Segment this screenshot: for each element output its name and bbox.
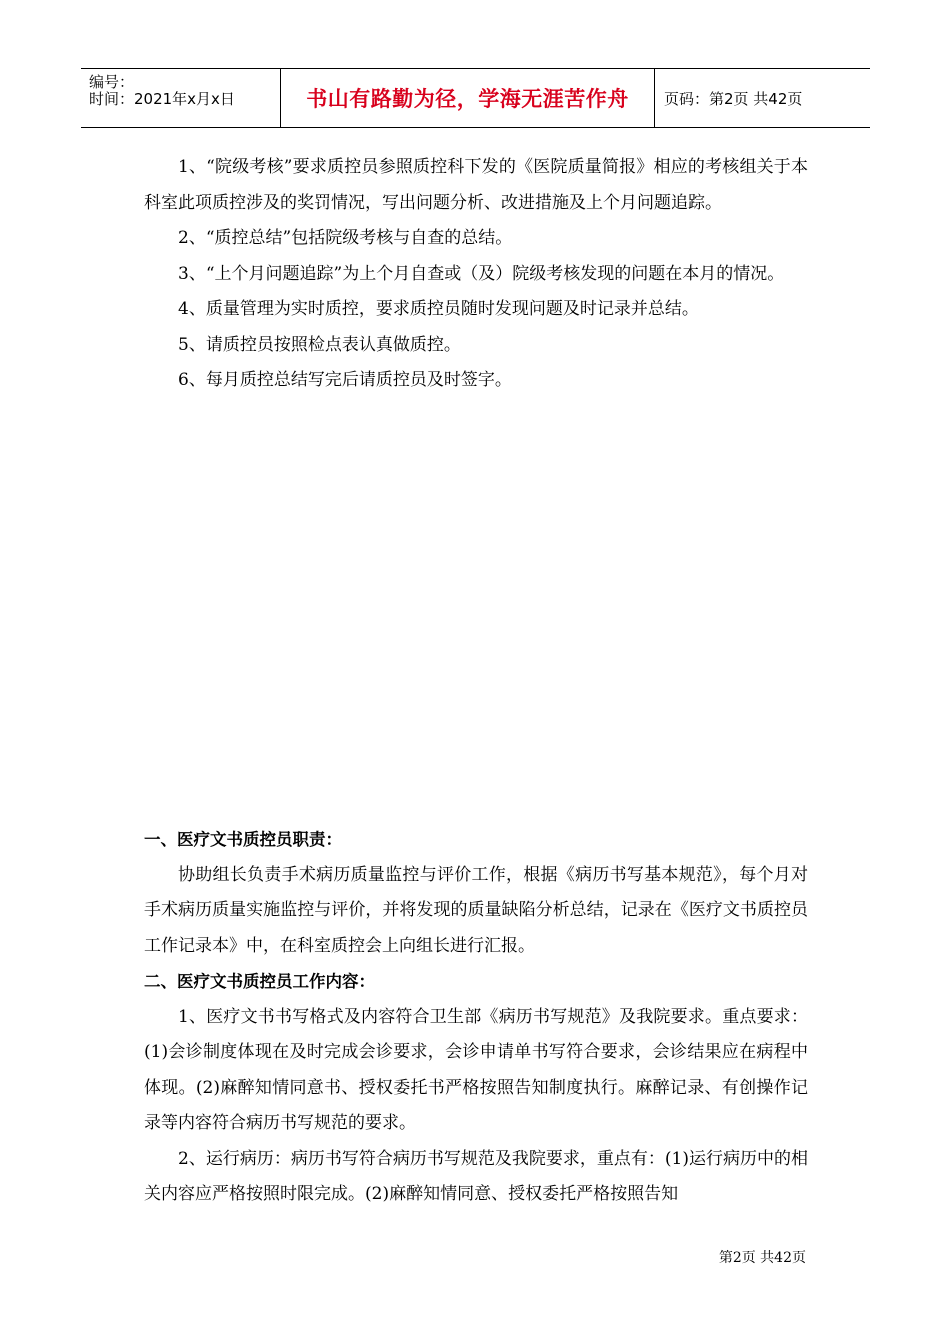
header-info-cell	[81, 69, 281, 127]
note-item-6: 6、每月质控总结写完后请质控员及时签字。	[178, 370, 512, 390]
section2-item-1: 1、医疗文书书写格式及内容符合卫生部《病历书写规范》及我院要求。重点要求：(1)会诊制度体现在及时完成会诊要求，会诊申请单书写符合要求，会诊结果应在病程中体现。(2)麻醉知情同意书、授权委托书严格按照告知制度执行。麻醉记录、有创操作记录等内容符合病历书写规范的要求。	[144, 1006, 808, 1133]
note-item-4: 4、质量管理为实时质控，要求质控员随时发现问题及时记录并总结。	[178, 299, 699, 319]
page-header	[81, 68, 870, 128]
header-page-number: 页码：第2页 共42页	[664, 89, 803, 108]
duties-block	[144, 822, 808, 1213]
section1-text: 协助组长负责手术病历质量监控与评价工作，根据《病历书写基本规范》，每个月对手术病历质量实施监控与评价，并将发现的质量缺陷分析总结，记录在《医疗文书质控员工作记录本》中，在科室质控会上向组长进行汇报。	[144, 864, 808, 956]
note-item-1: 1、“院级考核”要求质控员参照质控科下发的《医院质量简报》相应的考核组关于本科室此项质控涉及的奖罚情况，写出问题分析、改进措施及上个月问题追踪。	[144, 157, 808, 213]
note-item-5: 5、请质控员按照检点表认真做质控。	[178, 334, 461, 355]
section1-heading: 一、医疗文书质控员职责：	[144, 830, 342, 849]
notes-block	[144, 150, 808, 399]
section2-item-2: 2、运行病历：病历书写符合病历书写规范及我院要求，重点有：(1)运行病历中的相关内容应严格按照时限完成。(2)麻醉知情同意、授权委托严格按照告知	[144, 1148, 808, 1204]
header-motto: 书山有路勤为径，学海无涯苦作舟	[281, 69, 655, 127]
document-date-label: 时间：2021年x月x日	[89, 90, 235, 108]
document-number-label: 编号：	[89, 73, 135, 91]
note-item-2: 2、“质控总结”包括院级考核与自查的总结。	[178, 228, 513, 248]
page-footer: 第2页 共42页	[718, 1250, 806, 1266]
section2-heading: 二、医疗文书质控员工作内容：	[144, 972, 375, 991]
note-item-3: 3、“上个月问题追踪”为上个月自查或（及）院级考核发现的问题在本月的情况。	[178, 263, 785, 284]
